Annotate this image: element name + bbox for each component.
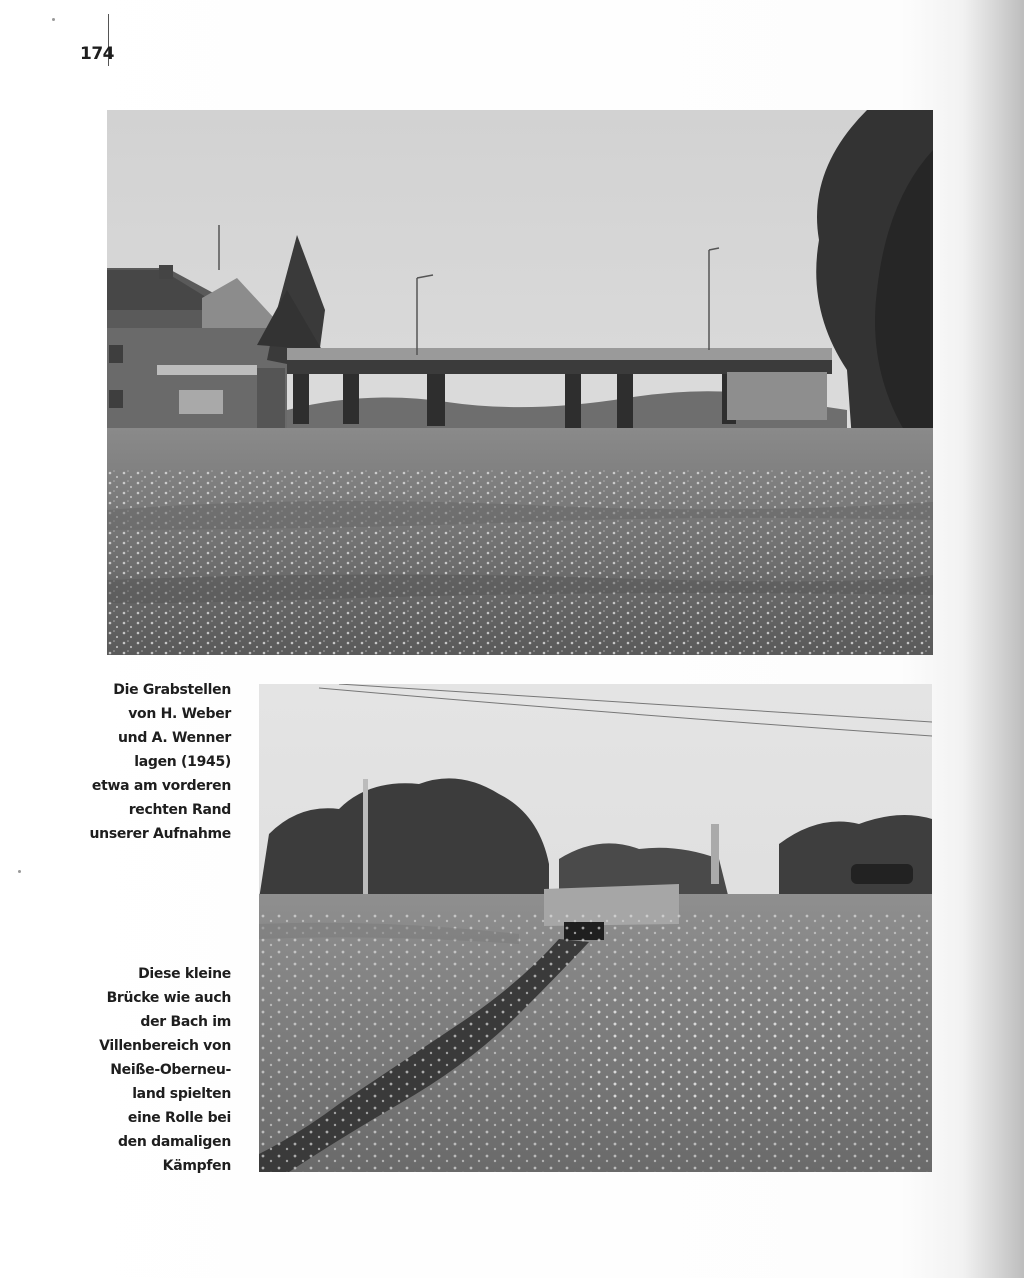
caption-line: den damaligen [117,1134,231,1150]
caption-grave-sites [90,678,232,846]
caption-small-bridge [99,962,231,1178]
caption-line: etwa am vorderen [91,778,231,794]
caption-line: Villenbereich von [99,1038,231,1054]
photo-villa-bridge-meadow-image [107,110,933,655]
caption-line: eine Rolle bei [127,1110,231,1126]
caption-line: rechten Rand [128,802,231,818]
dust-speck [18,870,21,873]
photo-small-bridge-brook [259,684,932,1172]
photo-villa-bridge-meadow [107,110,933,655]
caption-line: land spielten [132,1086,231,1102]
caption-line: unserer Aufnahme [89,826,231,842]
caption-line: Brücke wie auch [106,990,231,1006]
caption-line: Kämpfen [162,1158,231,1174]
caption-line: Diese kleine [138,966,231,982]
caption-line: lagen (1945) [134,754,231,770]
caption-line: Die Grabstellen [113,682,231,698]
photo-small-bridge-brook-image [259,684,932,1172]
page-number: 174 [80,44,114,64]
caption-line: und A. Wenner [118,730,231,746]
dust-speck [52,18,55,21]
caption-line: der Bach im [140,1014,231,1030]
caption-line: Neiße-Oberneu- [110,1062,231,1078]
caption-line: von H. Weber [128,706,231,722]
